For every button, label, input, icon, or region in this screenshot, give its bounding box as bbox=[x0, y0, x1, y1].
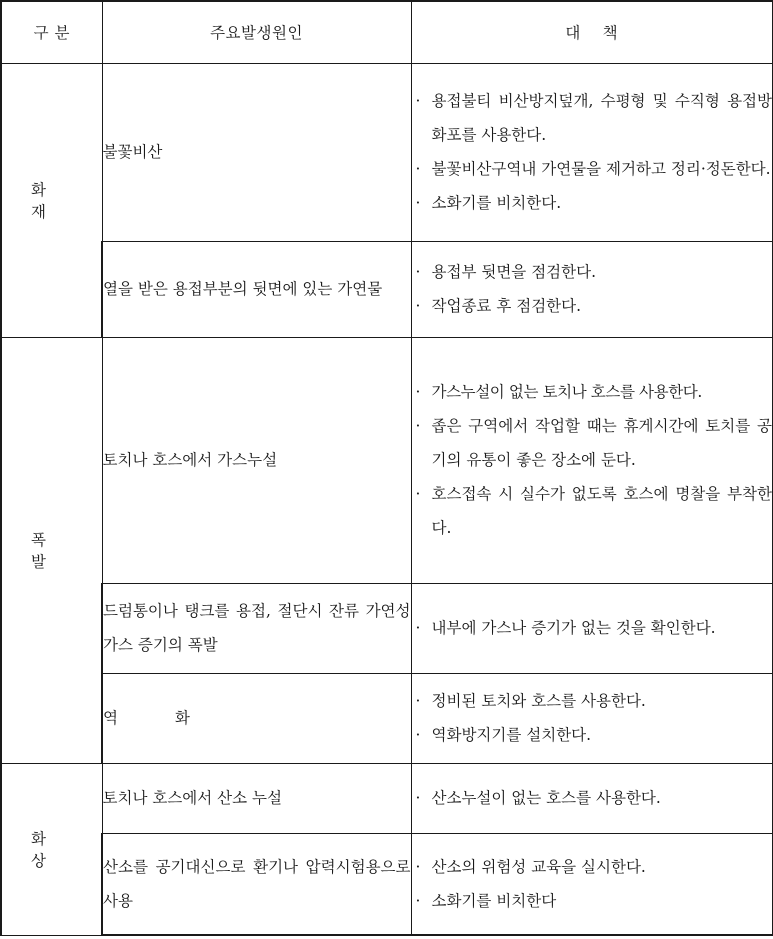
measure-item: · 산소누설이 없는 호스를 사용한다. bbox=[412, 781, 773, 815]
measure-item: · 소화기를 비치한다. bbox=[412, 186, 773, 220]
header-measure: 대 책 bbox=[411, 1, 773, 63]
header-row bbox=[1, 1, 773, 63]
table-row bbox=[1, 763, 773, 833]
measure-item: · 용접불티 비산방지덮개, 수평형 및 수직형 용접방화포를 사용한다. bbox=[412, 84, 773, 152]
measure-item: · 소화기를 비치한다 bbox=[412, 884, 773, 918]
measure-cell bbox=[411, 241, 773, 337]
table-row bbox=[1, 833, 773, 935]
measure-cell bbox=[411, 833, 773, 935]
cause-cell: 역 화 bbox=[102, 673, 411, 763]
measure-cell bbox=[411, 673, 773, 763]
measure-item: · 산소의 위험성 교육을 실시한다. bbox=[412, 850, 773, 884]
measure-item: · 좁은 구역에서 작업할 때는 휴게시간에 토치를 공기의 유통이 좋은 장소에 둔다. bbox=[412, 409, 773, 477]
cause-cell: 불꽃비산 bbox=[102, 63, 411, 241]
table-row bbox=[1, 583, 773, 673]
cause-cell: 토치나 호스에서 가스누설 bbox=[102, 337, 411, 583]
measure-item: · 정비된 토치와 호스를 사용한다. bbox=[412, 684, 773, 718]
measure-cell bbox=[411, 337, 773, 583]
measure-item: · 불꽃비산구역내 가연물을 제거하고 정리·정돈한다. bbox=[412, 152, 773, 186]
cause-cell: 토치나 호스에서 산소 누설 bbox=[102, 763, 411, 833]
cause-cell: 산소를 공기대신으로 환기나 압력시험용으로 사용 bbox=[102, 833, 411, 935]
category-burn: 화 상 bbox=[1, 763, 102, 935]
category-fire: 화 재 bbox=[1, 63, 102, 337]
measure-cell bbox=[411, 763, 773, 833]
table-row bbox=[1, 337, 773, 583]
measure-item: · 내부에 가스나 증기가 없는 것을 확인한다. bbox=[412, 611, 773, 645]
measure-cell bbox=[411, 63, 773, 241]
measure-item: · 역화방지기를 설치한다. bbox=[412, 718, 773, 752]
table-row bbox=[1, 241, 773, 337]
category-explosion: 폭 발 bbox=[1, 337, 102, 763]
measure-item: · 호스접속 시 실수가 없도록 호스에 명찰을 부착한다. bbox=[412, 477, 773, 545]
measure-item: · 용접부 뒷면을 점검한다. bbox=[412, 255, 773, 289]
header-cause: 주요발생원인 bbox=[102, 1, 411, 63]
cause-cell: 열을 받은 용접부분의 뒷면에 있는 가연물 bbox=[102, 241, 411, 337]
measure-item: · 가스누설이 없는 토치나 호스를 사용한다. bbox=[412, 375, 773, 409]
measure-item: · 작업종료 후 점검한다. bbox=[412, 289, 773, 323]
measure-cell bbox=[411, 583, 773, 673]
table-row bbox=[1, 673, 773, 763]
cause-cell: 드럼통이나 탱크를 용접, 절단시 잔류 가연성 가스 증기의 폭발 bbox=[102, 583, 411, 673]
header-category: 구 분 bbox=[1, 1, 102, 63]
table-row bbox=[1, 63, 773, 241]
